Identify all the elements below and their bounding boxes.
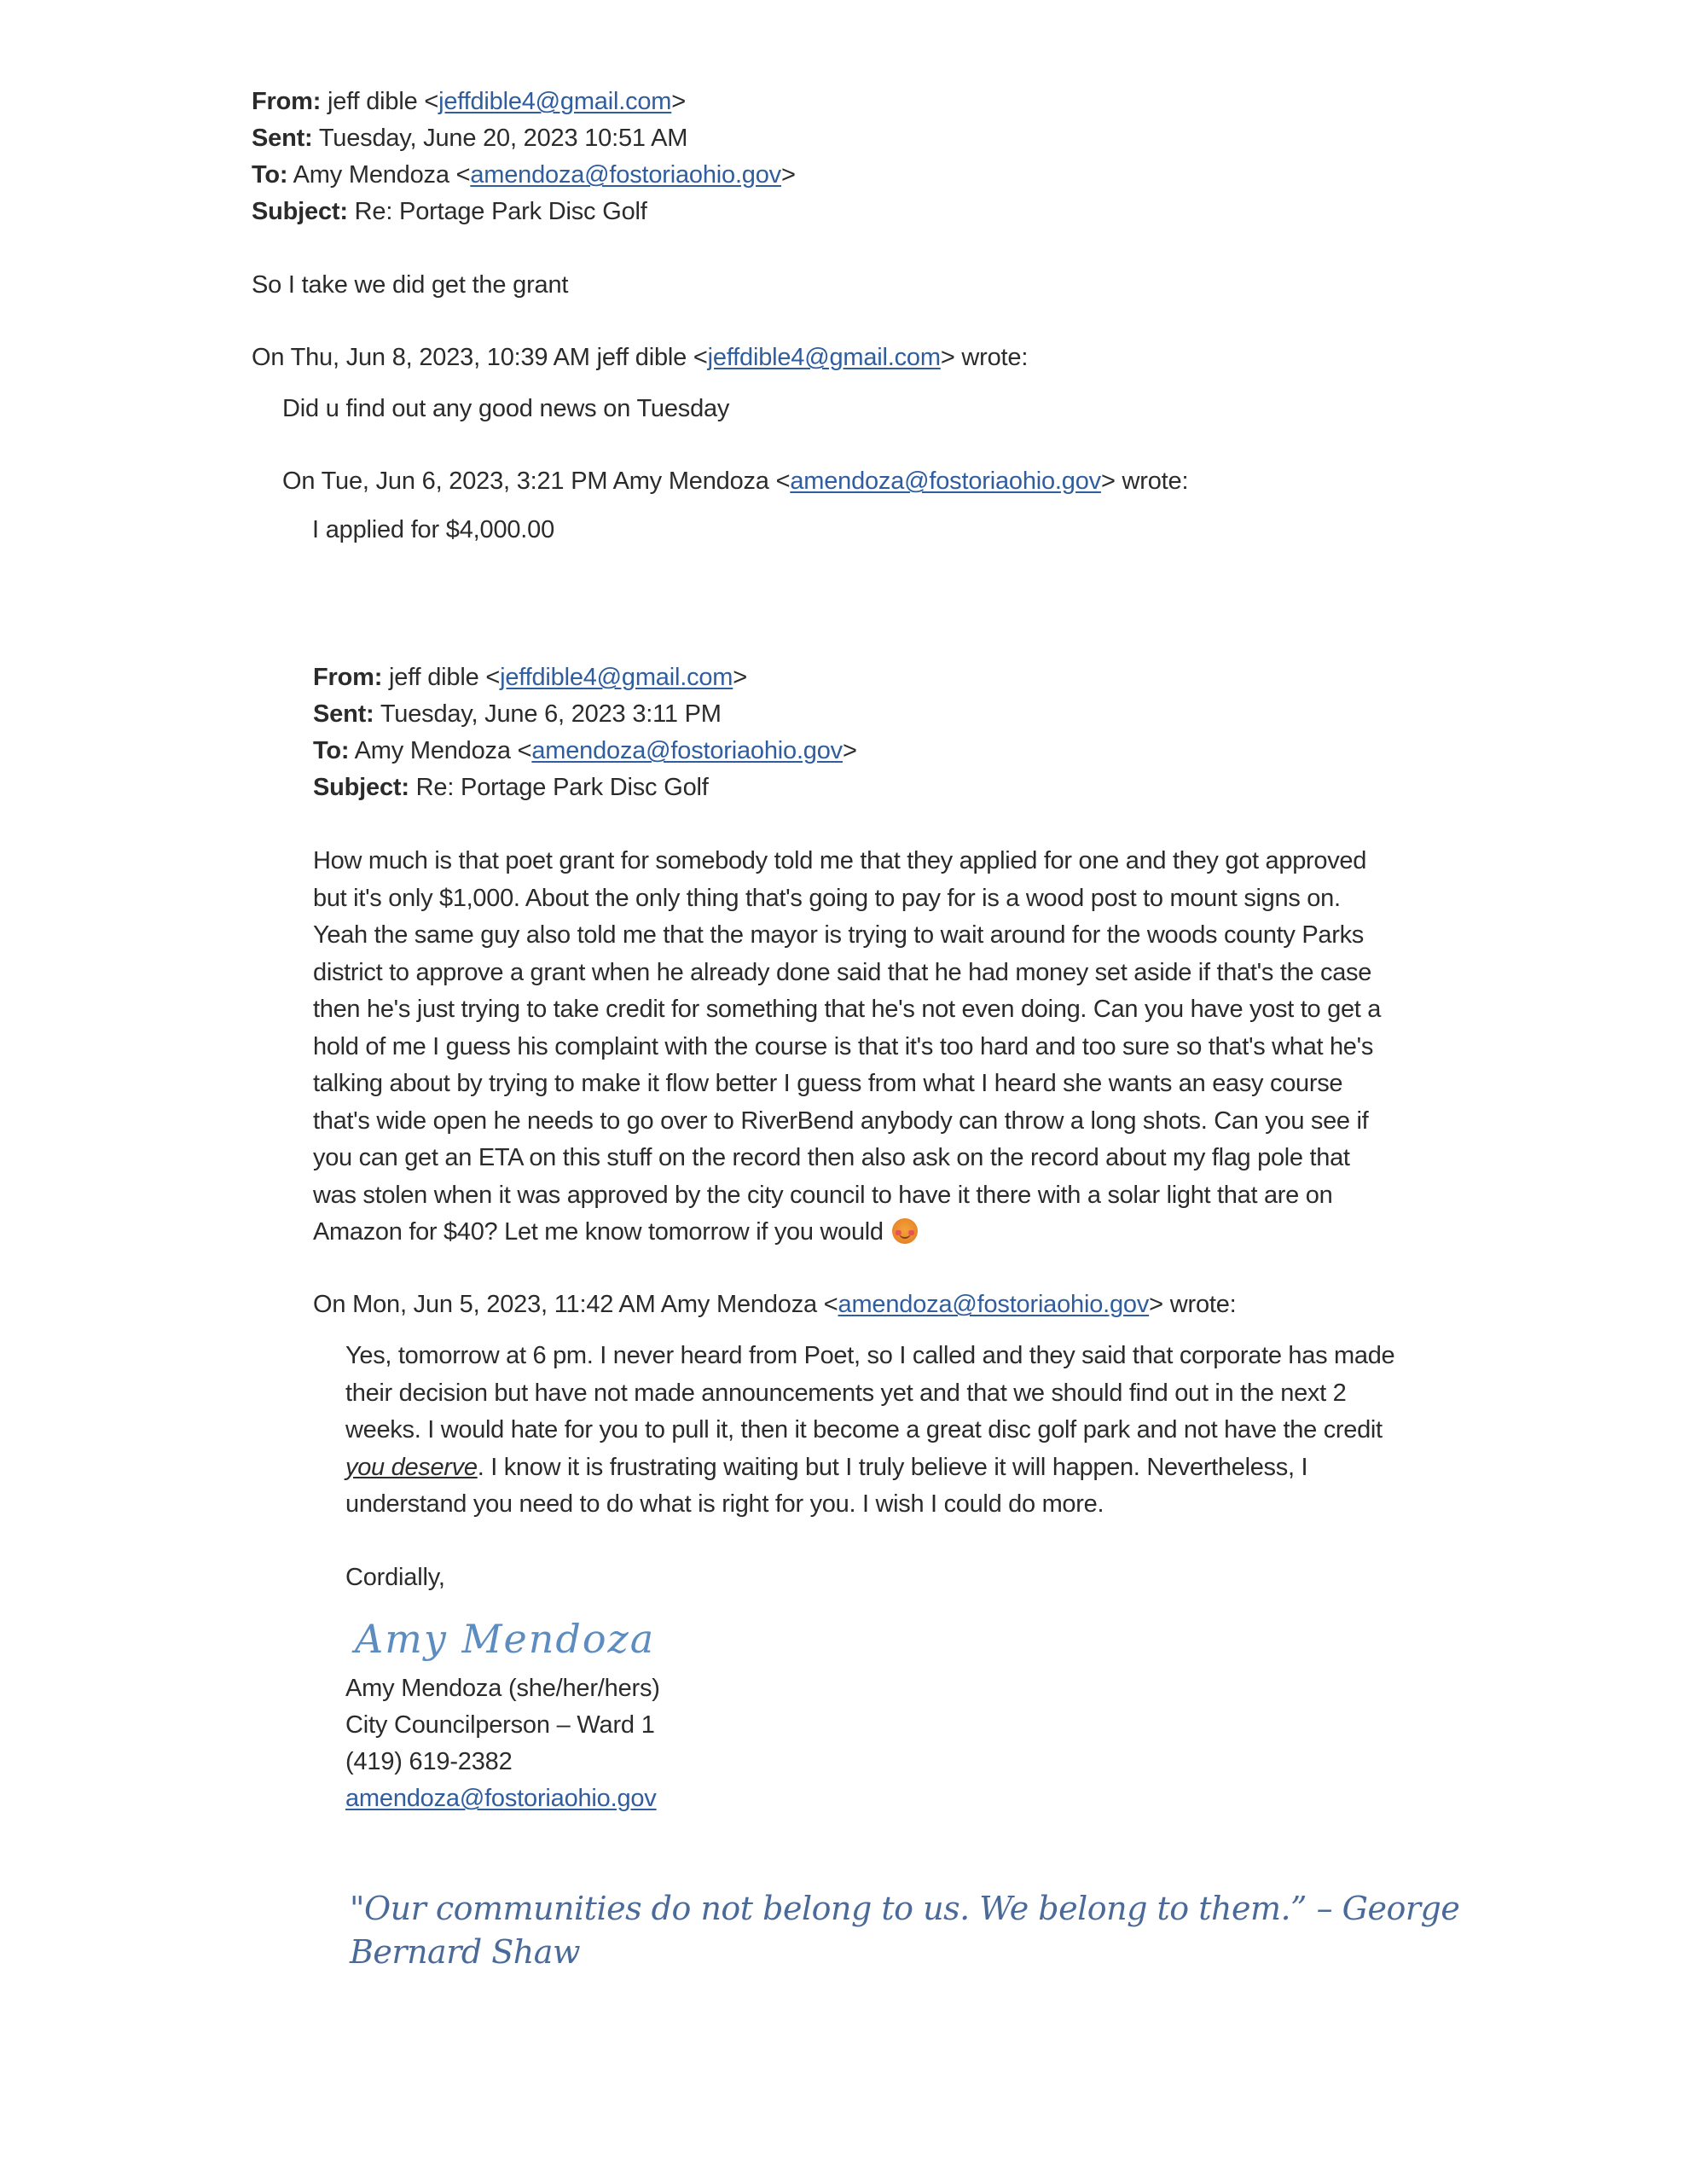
- smiling-face-emoji-icon: [892, 1218, 918, 1244]
- body-line: Yes, tomorrow at 6 pm. I never heard from Poet, so I called and they said that corporate has made: [345, 1342, 1395, 1369]
- from-email-link[interactable]: jeffdible4@gmail.com: [500, 664, 733, 691]
- reply-jun8-email-link[interactable]: jeffdible4@gmail.com: [707, 344, 941, 371]
- handwritten-signature: [351, 1608, 675, 1668]
- body-line: was stolen when it was approved by the city council to have it there with a solar light that are on: [313, 1181, 1333, 1209]
- signature-title: City Councilperson – Ward 1: [345, 1711, 655, 1739]
- quote-line: Bernard Shaw: [350, 1933, 580, 1971]
- body-line: you deserve. I know it is frustrating waiting but I truly believe it will happen. Nevertheless, I: [345, 1453, 1308, 1481]
- signature-email-link[interactable]: amendoza@fostoriaohio.gov: [345, 1785, 657, 1812]
- top-email-body: So I take we did get the grant: [252, 271, 569, 299]
- reply-jun6-header: On Tue, Jun 6, 2023, 3:21 PM Amy Mendoza <amendoza@fostoriaohio.gov> wrote:: [282, 468, 1189, 495]
- signature-details: [345, 1670, 660, 1817]
- quote-line: "Our communities do not belong to us. We belong to them.” – George: [350, 1890, 1460, 1927]
- body-line: that's wide open he needs to go over to RiverBend anybody can throw a long shots. Can you see if: [313, 1107, 1369, 1135]
- signature-glyphs: Amy Mendoza: [355, 1616, 656, 1662]
- body-line: you can get an ETA on this stuff on the record then also ask on the record about my flag pole that: [313, 1144, 1350, 1171]
- from-line: From: jeff dible <jeffdible4@gmail.com>: [252, 88, 687, 115]
- reply-jun8-header: On Thu, Jun 8, 2023, 10:39 AM jeff dible <jeffdible4@gmail.com> wrote:: [252, 344, 1029, 371]
- to-line: To: Amy Mendoza <amendoza@fostoriaohio.gov>: [313, 737, 857, 764]
- sent-line: Sent: Tuesday, June 20, 2023 10:51 AM: [252, 125, 688, 152]
- forwarded-email-header: [313, 659, 857, 806]
- signature-quote: [350, 1887, 1544, 1974]
- body-line: then he's just trying to take credit for something that he's not even doing. Can you have yost to get a: [313, 996, 1382, 1023]
- reply-jun6-body: I applied for $4,000.00: [312, 516, 555, 543]
- from-email-link[interactable]: jeffdible4@gmail.com: [438, 88, 672, 115]
- subject-line: Subject: Re: Portage Park Disc Golf: [313, 774, 709, 801]
- reply-jun5-email-link[interactable]: amendoza@fostoriaohio.gov: [838, 1291, 1150, 1318]
- emphasized-text: you deserve: [345, 1453, 478, 1481]
- body-line: their decision but have not made announcements yet and that we should find out in the next 2: [345, 1379, 1347, 1407]
- to-email-link[interactable]: amendoza@fostoriaohio.gov: [531, 737, 843, 764]
- body-line: but it's only $1,000. About the only thing that's going to pay for is a wood post to mount signs on.: [313, 884, 1341, 912]
- top-email-header: [252, 84, 796, 230]
- signature-name: Amy Mendoza (she/her/hers): [345, 1675, 660, 1702]
- reply-jun6-email-link[interactable]: amendoza@fostoriaohio.gov: [790, 468, 1101, 495]
- body-line: understand you need to do what is right for you. I wish I could do more.: [345, 1490, 1104, 1518]
- to-email-link[interactable]: amendoza@fostoriaohio.gov: [470, 161, 781, 189]
- reply-jun8-body: Did u find out any good news on Tuesday: [282, 395, 730, 422]
- from-line: From: jeff dible <jeffdible4@gmail.com>: [313, 664, 748, 691]
- signature-closing: Cordially,: [345, 1564, 445, 1591]
- body-line: How much is that poet grant for somebody told me that they applied for one and they got approved: [313, 847, 1367, 874]
- body-line: Yeah the same guy also told me that the mayor is trying to wait around for the woods county Parks: [313, 921, 1365, 949]
- to-line: To: Amy Mendoza <amendoza@fostoriaohio.gov>: [252, 161, 796, 189]
- body-line: district to approve a grant when he already done said that he had money set aside if that's the case: [313, 958, 1372, 986]
- reply-jun5-header: On Mon, Jun 5, 2023, 11:42 AM Amy Mendoza <amendoza@fostoriaohio.gov> wrote:: [313, 1291, 1237, 1318]
- body-line: hold of me I guess his complaint with the course is that it's too hard and too sure so that's what he's: [313, 1032, 1374, 1060]
- signature-phone: (419) 619-2382: [345, 1748, 513, 1775]
- sent-line: Sent: Tuesday, June 6, 2023 3:11 PM: [313, 700, 722, 728]
- forwarded-email-body: [313, 843, 1541, 1252]
- body-line: talking about by trying to make it flow better I guess from what I heard she wants an easy course: [313, 1070, 1343, 1097]
- body-line: weeks. I would hate for you to pull it, then it become a great disc golf park and not have the credit: [345, 1416, 1383, 1443]
- subject-line: Subject: Re: Portage Park Disc Golf: [252, 198, 647, 225]
- reply-jun5-body: [345, 1338, 1557, 1524]
- body-line-last: Amazon for $40? Let me know tomorrow if you would: [313, 1214, 1541, 1252]
